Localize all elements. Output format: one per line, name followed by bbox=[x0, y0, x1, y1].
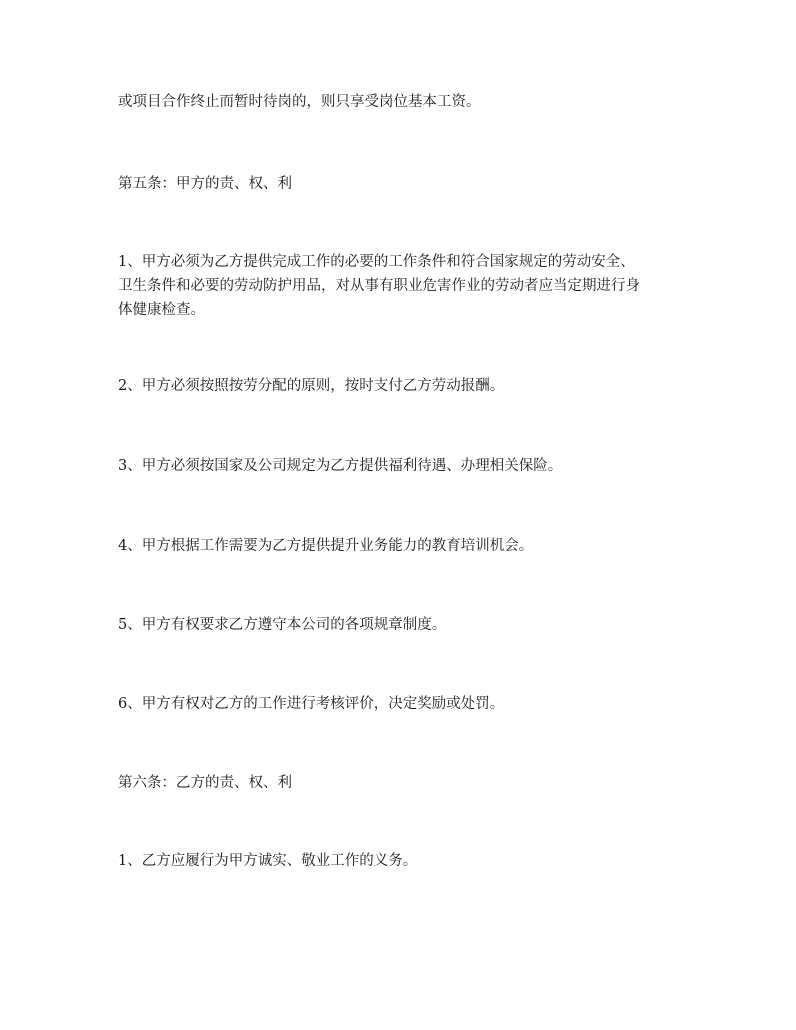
article-five-clause-2: 2、甲方必须按照按劳分配的原则，按时支付乙方劳动报酬。 bbox=[118, 378, 505, 394]
clause-1-line-2: 卫生条件和必要的劳动防护用品，对从事有职业危害作业的劳动者应当定期进行身 bbox=[118, 278, 640, 294]
clause-1-line-3: 体健康检查。 bbox=[118, 302, 205, 318]
paragraph-continuation: 或项目合作终止而暂时待岗的，则只享受岗位基本工资。 bbox=[118, 94, 481, 110]
article-five-clause-3: 3、甲方必须按国家及公司规定为乙方提供福利待遇、办理相关保险。 bbox=[118, 458, 563, 474]
article-five-heading: 第五条：甲方的责、权、利 bbox=[118, 176, 292, 192]
article-five-clause-4: 4、甲方根据工作需要为乙方提供提升业务能力的教育培训机会。 bbox=[118, 538, 534, 554]
clause-1-line-1: 1、甲方必须为乙方提供完成工作的必要的工作条件和符合国家规定的劳动安全、 bbox=[118, 254, 635, 270]
article-five-clause-6: 6、甲方有权对乙方的工作进行考核评价，决定奖励或处罚。 bbox=[118, 696, 505, 712]
article-six-clause-1: 1、乙方应履行为甲方诚实、敬业工作的义务。 bbox=[118, 853, 418, 869]
article-five-clause-1 bbox=[118, 250, 698, 322]
article-five-clause-5: 5、甲方有权要求乙方遵守本公司的各项规章制度。 bbox=[118, 617, 447, 633]
article-six-heading: 第六条：乙方的责、权、利 bbox=[118, 775, 292, 791]
